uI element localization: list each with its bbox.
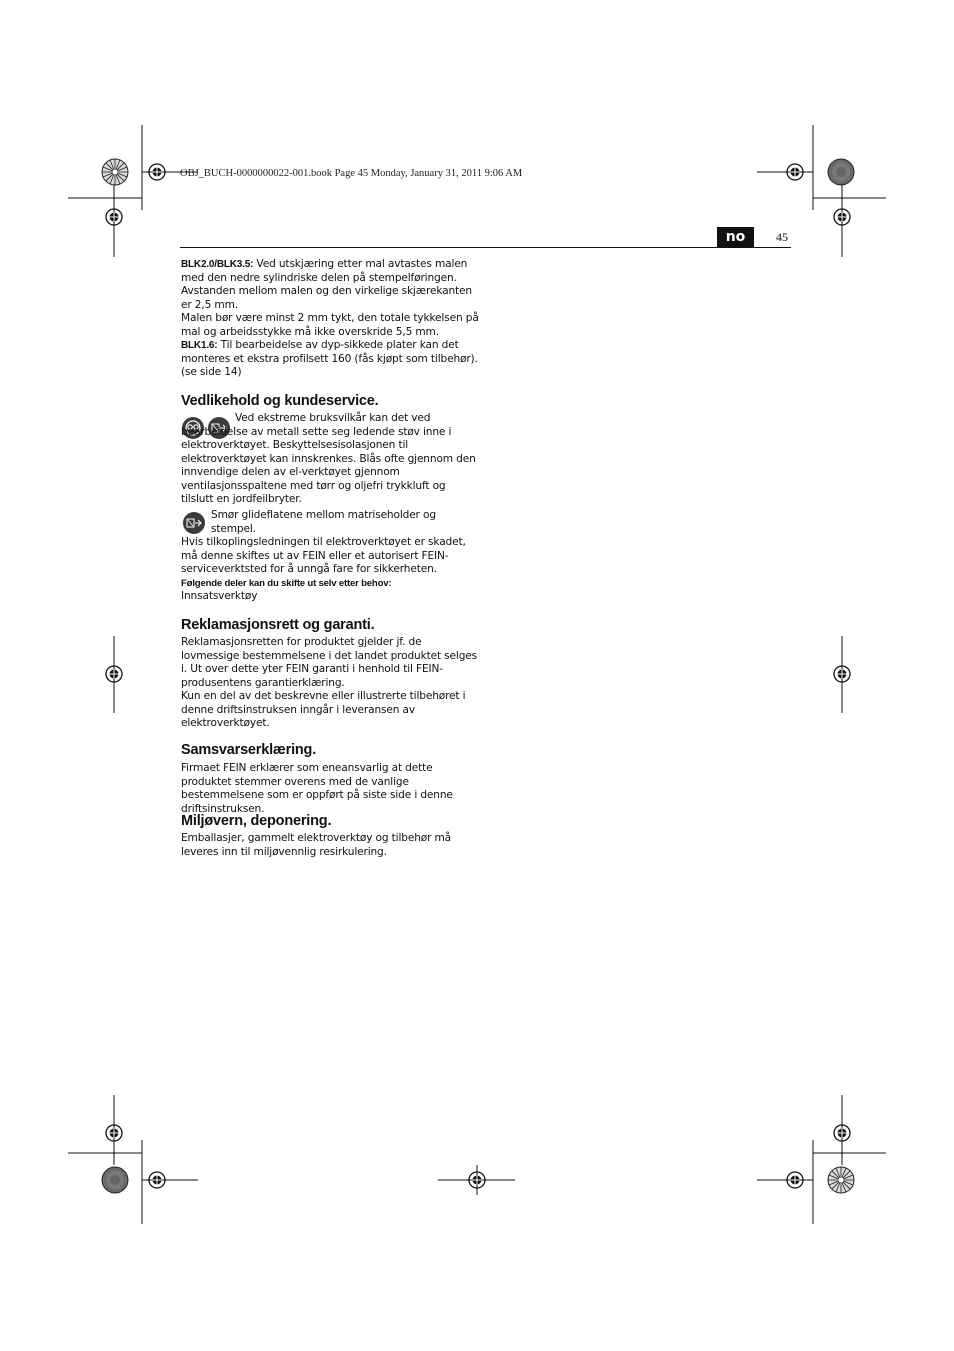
intro-section bbox=[181, 258, 479, 380]
warranty-section bbox=[181, 636, 479, 731]
maintenance-paragraph-2: Smør glideflatene mellom matriseholder og stempel. bbox=[211, 509, 436, 535]
environment-paragraph-1: Emballasjer, gammelt elektroverktøy og tilbehør må leveres inn til miljøvennlig resirkulering. bbox=[181, 832, 452, 858]
warranty-heading: Reklamasjonsrett og garanti. bbox=[181, 617, 375, 633]
environment-section bbox=[181, 832, 479, 859]
intro-paragraph-1-text: Ved utskjæring etter mal avtastes malen med den nedre sylindriske delen på stempelføringen. Avstanden mellom malen og den virkelige skjærekanten er 2,5 mm. bbox=[181, 258, 472, 311]
environment-heading: Miljøvern, deponering. bbox=[181, 813, 332, 829]
maintenance-paragraph-3: Hvis tilkoplingsledningen til elektroverktøyet er skadet, må denne skiftes ut av FEIN eller et autorisert FEIN-serviceverktsted for å unngå fare for sikkerheten. bbox=[181, 536, 466, 575]
conformity-heading: Samsvarserklæring. bbox=[181, 742, 317, 758]
maintenance-paragraph-1: Ved ekstreme bruksvilkår kan det ved bearbeidelse av metall sette seg ledende støv inne i elektroverktøyet. Beskyttelsesisolasjonen til elektroverktøyet kan innskrenkes. Blås ofte gjennom den innvendige delen av el-verktøyet gjennom ventilasjonsspaltene med tørr og oljefri trykkluft og tilslutt en jordfeilbryter. bbox=[181, 412, 476, 505]
maintenance-section bbox=[181, 412, 479, 507]
warranty-paragraph-1: Reklamasjonsretten for produktet gjelder jf. de lovmessige bestemmelsene i det landet produktet selges i. Ut over dette yter FEIN garanti i henhold til FEIN-produsentens garantierklæring. bbox=[181, 636, 478, 689]
conformity-section bbox=[181, 762, 479, 816]
maintenance-section-2 bbox=[181, 509, 479, 604]
maintenance-heading: Vedlikehold og kundeservice. bbox=[181, 393, 379, 409]
header-rule bbox=[180, 247, 791, 248]
replaceable-parts-label: Følgende deler kan du skifte ut selv etter behov: bbox=[181, 577, 392, 589]
page-number: 45 bbox=[776, 230, 788, 244]
replaceable-parts-text: Innsatsverktøy bbox=[181, 590, 258, 602]
file-info-line: OBJ_BUCH-0000000022-001.book Page 45 Monday, January 31, 2011 9:06 AM bbox=[180, 168, 523, 179]
warranty-paragraph-2: Kun en del av det beskrevne eller illustrerte tilbehøret i denne driftsinstruksen inngår i leveransen av elektroverktøyet. bbox=[181, 690, 466, 729]
intro-paragraph-3 bbox=[181, 339, 479, 380]
language-tag: no bbox=[717, 227, 754, 247]
model-label-blk2-blk3: BLK2.0/BLK3.5: bbox=[181, 259, 254, 270]
model-label-blk1: BLK1.6: bbox=[181, 340, 218, 351]
intro-paragraph-3-text: Til bearbeidelse av dyp-sikkede plater kan det monteres et ekstra profilsett 160 (fås kjøpt som tilbehør). (se side 14) bbox=[181, 339, 478, 378]
intro-paragraph-1 bbox=[181, 258, 479, 312]
intro-paragraph-2: Malen bør være minst 2 mm tykt, den totale tykkelsen på mal og arbeidsstykke må ikke overskride 5,5 mm. bbox=[181, 312, 479, 338]
conformity-paragraph-1: Firmaet FEIN erklærer som eneansvarlig at dette produktet stemmer overens med de vanlige bestemmelsene som er oppført på siste side i denne driftsinstruksen. bbox=[181, 762, 453, 815]
